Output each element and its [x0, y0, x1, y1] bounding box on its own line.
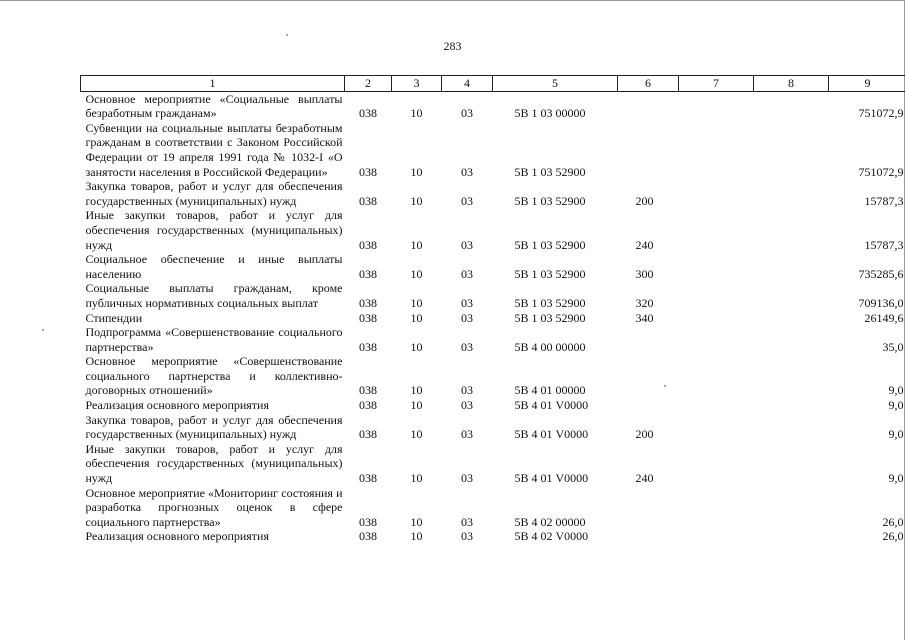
cell-target-article: 5В 1 03 52900: [514, 310, 586, 325]
cell-target-article: 5В 4 01 V0000: [514, 427, 589, 442]
cell-col7: [679, 413, 754, 442]
table-row: [81, 208, 905, 252]
column-header: 6: [618, 76, 679, 92]
cell-col8: [754, 252, 829, 281]
cell-target-article: 5В 4 01 V0000: [514, 471, 589, 486]
cell-ministry: 038: [359, 295, 377, 310]
cell-section: 10: [410, 398, 423, 413]
cell-col7: [679, 91, 754, 121]
table-row: [81, 486, 905, 530]
cell-section: 10: [410, 237, 423, 252]
cell-amount: 9,0: [888, 383, 904, 398]
row-name: Закупка товаров, работ и услуг для обеспечения государственных (муниципальных) нужд: [85, 412, 343, 442]
cell-section: 10: [410, 193, 423, 208]
cell-expense-type: [618, 398, 679, 413]
cell-col7: [679, 486, 754, 530]
row-name: Закупка товаров, работ и услуг для обеспечения государственных (муниципальных) нужд: [85, 179, 343, 208]
budget-table: [80, 75, 905, 544]
row-name: Основное мероприятие «Мониторинг состояния и разработка прогнозных оценок в сфере социального партнерства»: [85, 485, 343, 529]
cell-col8: [754, 208, 829, 252]
cell-ministry: 038: [359, 529, 377, 544]
cell-target-article: 5В 4 00 00000: [514, 339, 586, 354]
cell-subsection: 03: [461, 398, 473, 413]
cell-col8: [754, 121, 829, 179]
table-row: [81, 354, 905, 398]
column-header: 8: [754, 76, 829, 92]
cell-target-article: 5В 1 03 00000: [514, 106, 586, 121]
cell-subsection: 03: [461, 310, 473, 325]
cell-ministry: 038: [359, 310, 377, 325]
table-row: [81, 413, 905, 442]
scan-speck: [664, 385, 666, 387]
cell-col7: [679, 442, 754, 486]
cell-ministry: 038: [359, 398, 377, 413]
cell-ministry: 038: [359, 427, 377, 442]
cell-expense-type: 340: [635, 310, 654, 325]
cell-target-article: 5В 4 01 00000: [514, 383, 586, 398]
row-name: Стипендии: [85, 310, 143, 325]
row-name: Субвенции на социальные выплаты безработным гражданам в соответствии с Законом Российской Федерации от 19 апреля 1991 года № 1032-I «О занятости населения в Российской Федерации»: [85, 120, 343, 179]
cell-expense-type: [618, 121, 679, 179]
cell-expense-type: 240: [635, 471, 654, 486]
cell-amount: 709136,0: [858, 295, 904, 310]
cell-col7: [679, 179, 754, 208]
row-name: Иные закупки товаров, работ и услуг для обеспечения государственных (муниципальных) нужд: [85, 441, 343, 486]
cell-col7: [679, 281, 754, 310]
row-name: Иные закупки товаров, работ и услуг для обеспечения государственных (муниципальных) нужд: [85, 208, 343, 252]
cell-subsection: 03: [461, 339, 473, 354]
table-row: [81, 325, 905, 354]
cell-target-article: 5В 1 03 52900: [514, 193, 586, 208]
cell-section: 10: [410, 471, 423, 486]
cell-amount: 9,0: [888, 398, 904, 413]
cell-col8: [754, 179, 829, 208]
cell-target-article: 5В 1 03 52900: [514, 237, 586, 252]
cell-col7: [679, 208, 754, 252]
cell-section: 10: [410, 295, 423, 310]
cell-amount: 735285,6: [858, 266, 904, 281]
cell-expense-type: [618, 91, 679, 121]
cell-target-article: 5В 1 03 52900: [514, 164, 586, 179]
cell-ministry: 038: [359, 237, 377, 252]
cell-col8: [754, 354, 829, 398]
scan-speck: [42, 329, 44, 331]
column-header: 9: [829, 76, 905, 92]
column-header: 3: [392, 76, 442, 92]
table-row: [81, 281, 905, 310]
cell-section: 10: [410, 164, 423, 179]
cell-target-article: 5В 4 02 00000: [514, 514, 586, 529]
table-header-row: [81, 76, 905, 92]
row-name: Реализация основного мероприятия: [85, 398, 269, 413]
cell-subsection: 03: [461, 295, 473, 310]
cell-ministry: 038: [359, 266, 377, 281]
cell-expense-type: [618, 529, 679, 544]
page-number: 283: [443, 39, 462, 53]
row-name: Основное мероприятие «Социальные выплаты безработным гражданам»: [85, 91, 343, 121]
cell-col8: [754, 281, 829, 310]
table-row: [81, 179, 905, 208]
cell-subsection: 03: [461, 237, 473, 252]
table-row: [81, 252, 905, 281]
cell-col8: [754, 91, 829, 121]
row-name: Основное мероприятие «Совершенствование социального партнерства и коллективно-договорных отношений»: [85, 354, 343, 398]
cell-col8: [754, 311, 829, 326]
cell-subsection: 03: [461, 383, 473, 398]
cell-subsection: 03: [461, 193, 473, 208]
scan-speck: [286, 34, 288, 36]
table-row: [81, 442, 905, 486]
table-row: [81, 311, 905, 326]
cell-expense-type: [618, 486, 679, 530]
cell-section: 10: [410, 310, 423, 325]
table-row: [81, 398, 905, 413]
table-row: [81, 529, 905, 544]
row-name: Социальные выплаты гражданам, кроме публичных нормативных социальных выплат: [85, 281, 343, 310]
table-row: [81, 121, 905, 179]
cell-section: 10: [410, 383, 423, 398]
cell-amount: 15787,3: [864, 237, 904, 252]
cell-ministry: 038: [359, 471, 377, 486]
cell-ministry: 038: [359, 514, 377, 529]
column-header: 5: [493, 76, 618, 92]
cell-target-article: 5В 1 03 52900: [514, 266, 586, 281]
cell-ministry: 038: [359, 164, 377, 179]
cell-subsection: 03: [461, 106, 473, 121]
column-header: 1: [81, 76, 345, 92]
cell-col8: [754, 325, 829, 354]
cell-col7: [679, 252, 754, 281]
cell-section: 10: [410, 514, 423, 529]
cell-ministry: 038: [359, 193, 377, 208]
cell-subsection: 03: [461, 266, 473, 281]
cell-expense-type: [618, 325, 679, 354]
cell-col7: [679, 354, 754, 398]
cell-section: 10: [410, 529, 423, 544]
cell-amount: 15787,3: [864, 193, 904, 208]
cell-subsection: 03: [461, 427, 473, 442]
cell-section: 10: [410, 427, 423, 442]
cell-ministry: 038: [359, 106, 377, 121]
row-name: Социальное обеспечение и иные выплаты населению: [85, 252, 343, 281]
cell-section: 10: [410, 339, 423, 354]
column-header: 4: [442, 76, 493, 92]
cell-col8: [754, 442, 829, 486]
row-name: Подпрограмма «Совершенствование социального партнерства»: [85, 325, 343, 354]
cell-expense-type: 320: [635, 295, 654, 310]
cell-expense-type: 200: [635, 427, 654, 442]
column-header: 7: [679, 76, 754, 92]
cell-amount: 26,0: [882, 514, 904, 529]
cell-subsection: 03: [461, 514, 473, 529]
cell-target-article: 5В 4 01 V0000: [514, 398, 589, 413]
cell-col7: [679, 529, 754, 544]
cell-target-article: 5В 1 03 52900: [514, 295, 586, 310]
cell-amount: 751072,9: [858, 106, 904, 121]
cell-col7: [679, 325, 754, 354]
cell-amount: 751072,9: [858, 164, 904, 179]
cell-subsection: 03: [461, 164, 473, 179]
cell-col8: [754, 529, 829, 544]
cell-ministry: 038: [359, 339, 377, 354]
cell-section: 10: [410, 106, 423, 121]
cell-col8: [754, 413, 829, 442]
cell-col7: [679, 311, 754, 326]
column-header: 2: [345, 76, 392, 92]
cell-col7: [679, 398, 754, 413]
cell-expense-type: [618, 354, 679, 398]
cell-subsection: 03: [461, 529, 473, 544]
cell-section: 10: [410, 266, 423, 281]
cell-amount: 26,0: [882, 529, 904, 544]
cell-subsection: 03: [461, 471, 473, 486]
table-row: [81, 91, 905, 121]
cell-col8: [754, 398, 829, 413]
cell-amount: 9,0: [888, 471, 904, 486]
cell-ministry: 038: [359, 383, 377, 398]
cell-amount: 26149,6: [864, 310, 904, 325]
cell-target-article: 5В 4 02 V0000: [514, 529, 589, 544]
cell-expense-type: 200: [635, 193, 654, 208]
cell-expense-type: 300: [635, 266, 654, 281]
cell-amount: 35,0: [882, 339, 904, 354]
cell-expense-type: 240: [635, 237, 654, 252]
cell-col8: [754, 486, 829, 530]
cell-amount: 9,0: [888, 427, 904, 442]
cell-col7: [679, 121, 754, 179]
row-name: Реализация основного мероприятия: [85, 529, 269, 544]
